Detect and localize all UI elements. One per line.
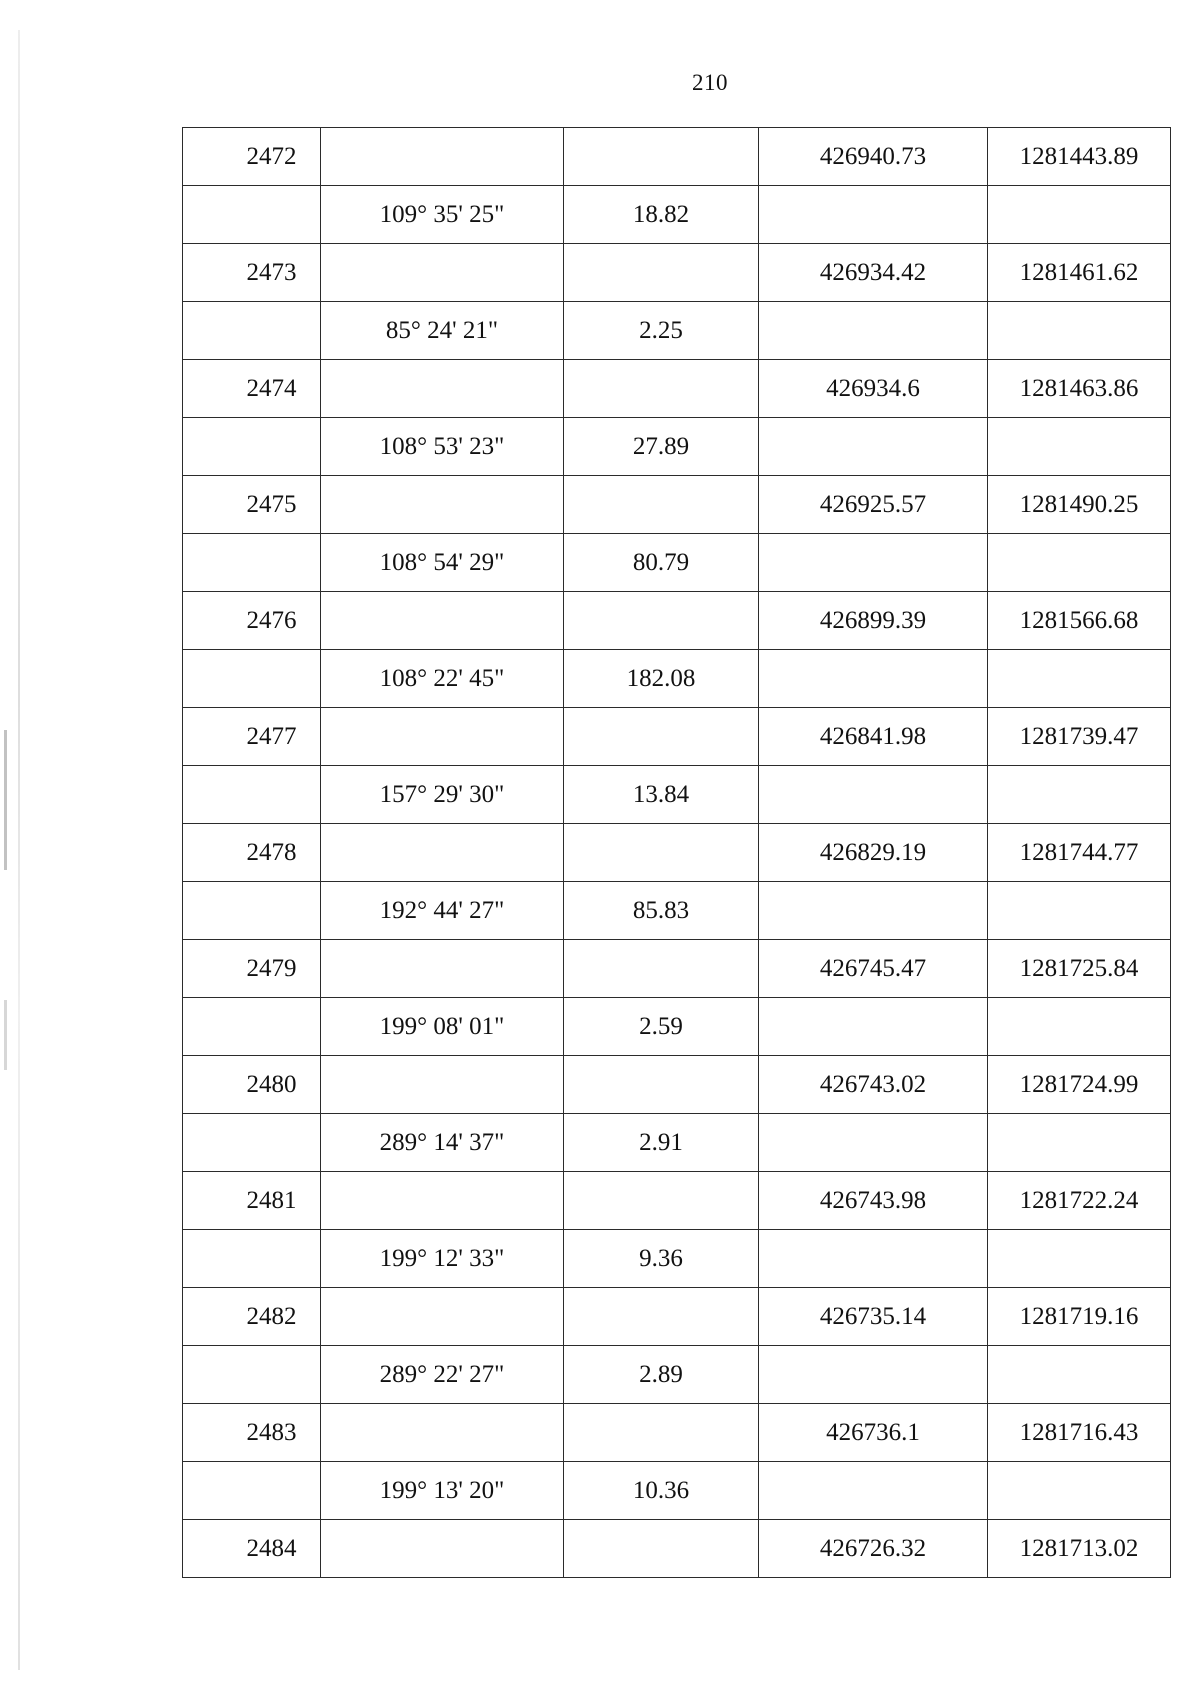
distance-cell: 2.59 bbox=[564, 998, 759, 1056]
northing-cell bbox=[759, 1114, 988, 1172]
northing-cell: 426934.6 bbox=[759, 360, 988, 418]
table-row bbox=[183, 592, 1171, 650]
station-cell: 2483 bbox=[183, 1404, 321, 1462]
distance-cell bbox=[564, 708, 759, 766]
northing-cell: 426899.39 bbox=[759, 592, 988, 650]
distance-cell: 10.36 bbox=[564, 1462, 759, 1520]
table-row bbox=[183, 998, 1171, 1056]
northing-cell bbox=[759, 882, 988, 940]
northing-cell bbox=[759, 1462, 988, 1520]
table-row bbox=[183, 1114, 1171, 1172]
table-row bbox=[183, 1230, 1171, 1288]
bearing-cell bbox=[321, 360, 564, 418]
table-row bbox=[183, 940, 1171, 998]
table-row bbox=[183, 244, 1171, 302]
northing-cell bbox=[759, 766, 988, 824]
table-row bbox=[183, 128, 1171, 186]
station-cell: 2476 bbox=[183, 592, 321, 650]
station-cell: 2473 bbox=[183, 244, 321, 302]
easting-cell: 1281713.02 bbox=[988, 1520, 1171, 1578]
bearing-cell bbox=[321, 824, 564, 882]
bearing-cell bbox=[321, 1520, 564, 1578]
table-row bbox=[183, 476, 1171, 534]
bearing-cell: 199° 08' 01" bbox=[321, 998, 564, 1056]
distance-cell: 18.82 bbox=[564, 186, 759, 244]
easting-cell bbox=[988, 534, 1171, 592]
easting-cell: 1281739.47 bbox=[988, 708, 1171, 766]
distance-cell: 27.89 bbox=[564, 418, 759, 476]
station-cell: 2477 bbox=[183, 708, 321, 766]
distance-cell: 80.79 bbox=[564, 534, 759, 592]
easting-cell bbox=[988, 882, 1171, 940]
easting-cell bbox=[988, 1462, 1171, 1520]
northing-cell: 426735.14 bbox=[759, 1288, 988, 1346]
distance-cell bbox=[564, 1404, 759, 1462]
table-row bbox=[183, 418, 1171, 476]
distance-cell: 85.83 bbox=[564, 882, 759, 940]
bearing-cell: 289° 22' 27" bbox=[321, 1346, 564, 1404]
station-cell bbox=[183, 1114, 321, 1172]
station-cell bbox=[183, 302, 321, 360]
station-cell: 2474 bbox=[183, 360, 321, 418]
station-cell bbox=[183, 650, 321, 708]
northing-cell bbox=[759, 1230, 988, 1288]
table-row bbox=[183, 1462, 1171, 1520]
station-cell: 2482 bbox=[183, 1288, 321, 1346]
bearing-cell: 199° 12' 33" bbox=[321, 1230, 564, 1288]
station-cell bbox=[183, 998, 321, 1056]
distance-cell: 9.36 bbox=[564, 1230, 759, 1288]
station-cell: 2480 bbox=[183, 1056, 321, 1114]
easting-cell bbox=[988, 418, 1171, 476]
bearing-cell: 109° 35' 25" bbox=[321, 186, 564, 244]
table-row bbox=[183, 186, 1171, 244]
bearing-cell: 192° 44' 27" bbox=[321, 882, 564, 940]
bearing-cell bbox=[321, 1404, 564, 1462]
bearing-cell: 289° 14' 37" bbox=[321, 1114, 564, 1172]
table-row bbox=[183, 1346, 1171, 1404]
northing-cell bbox=[759, 418, 988, 476]
northing-cell: 426743.98 bbox=[759, 1172, 988, 1230]
easting-cell: 1281725.84 bbox=[988, 940, 1171, 998]
bearing-cell bbox=[321, 476, 564, 534]
easting-cell: 1281724.99 bbox=[988, 1056, 1171, 1114]
easting-cell bbox=[988, 1114, 1171, 1172]
easting-cell bbox=[988, 766, 1171, 824]
distance-cell bbox=[564, 1288, 759, 1346]
northing-cell bbox=[759, 534, 988, 592]
station-cell bbox=[183, 1346, 321, 1404]
northing-cell: 426726.32 bbox=[759, 1520, 988, 1578]
distance-cell bbox=[564, 476, 759, 534]
easting-cell: 1281719.16 bbox=[988, 1288, 1171, 1346]
page-number: 210 bbox=[692, 70, 728, 95]
bearing-cell: 108° 22' 45" bbox=[321, 650, 564, 708]
table-row bbox=[183, 1520, 1171, 1578]
easting-cell bbox=[988, 186, 1171, 244]
easting-cell bbox=[988, 1230, 1171, 1288]
table-row bbox=[183, 650, 1171, 708]
station-cell bbox=[183, 1462, 321, 1520]
table-row bbox=[183, 882, 1171, 940]
bearing-cell bbox=[321, 128, 564, 186]
bearing-cell: 108° 53' 23" bbox=[321, 418, 564, 476]
station-cell bbox=[183, 882, 321, 940]
station-cell: 2475 bbox=[183, 476, 321, 534]
table-row bbox=[183, 824, 1171, 882]
northing-cell: 426829.19 bbox=[759, 824, 988, 882]
scan-edge-mark bbox=[4, 730, 7, 870]
station-cell bbox=[183, 418, 321, 476]
distance-cell bbox=[564, 1172, 759, 1230]
easting-cell: 1281461.62 bbox=[988, 244, 1171, 302]
bearing-cell bbox=[321, 244, 564, 302]
table-row bbox=[183, 708, 1171, 766]
station-cell bbox=[183, 534, 321, 592]
station-cell: 2472 bbox=[183, 128, 321, 186]
distance-cell bbox=[564, 940, 759, 998]
easting-cell: 1281463.86 bbox=[988, 360, 1171, 418]
table-row bbox=[183, 1172, 1171, 1230]
station-cell: 2484 bbox=[183, 1520, 321, 1578]
easting-cell bbox=[988, 998, 1171, 1056]
easting-cell bbox=[988, 302, 1171, 360]
easting-cell: 1281722.24 bbox=[988, 1172, 1171, 1230]
table-row bbox=[183, 1404, 1171, 1462]
northing-cell bbox=[759, 1346, 988, 1404]
northing-cell: 426736.1 bbox=[759, 1404, 988, 1462]
table-row bbox=[183, 534, 1171, 592]
easting-cell: 1281443.89 bbox=[988, 128, 1171, 186]
bearing-cell bbox=[321, 708, 564, 766]
northing-cell: 426743.02 bbox=[759, 1056, 988, 1114]
station-cell bbox=[183, 1230, 321, 1288]
table-row bbox=[183, 360, 1171, 418]
table-row bbox=[183, 1056, 1171, 1114]
bearing-cell bbox=[321, 1172, 564, 1230]
easting-cell bbox=[988, 650, 1171, 708]
easting-cell: 1281716.43 bbox=[988, 1404, 1171, 1462]
northing-cell: 426940.73 bbox=[759, 128, 988, 186]
bearing-cell bbox=[321, 1056, 564, 1114]
bearing-cell: 85° 24' 21" bbox=[321, 302, 564, 360]
northing-cell: 426934.42 bbox=[759, 244, 988, 302]
table-body bbox=[183, 128, 1171, 1578]
easting-cell: 1281490.25 bbox=[988, 476, 1171, 534]
northing-cell bbox=[759, 650, 988, 708]
bearing-cell: 108° 54' 29" bbox=[321, 534, 564, 592]
distance-cell bbox=[564, 244, 759, 302]
northing-cell bbox=[759, 186, 988, 244]
northing-cell: 426745.47 bbox=[759, 940, 988, 998]
distance-cell: 2.25 bbox=[564, 302, 759, 360]
coordinate-table bbox=[182, 127, 1171, 1578]
northing-cell bbox=[759, 998, 988, 1056]
scan-edge-mark bbox=[4, 1000, 7, 1070]
table-row bbox=[183, 302, 1171, 360]
scan-edge-line bbox=[18, 30, 20, 1670]
bearing-cell bbox=[321, 592, 564, 650]
table-row bbox=[183, 1288, 1171, 1346]
distance-cell bbox=[564, 1056, 759, 1114]
station-cell bbox=[183, 766, 321, 824]
bearing-cell bbox=[321, 940, 564, 998]
easting-cell bbox=[988, 1346, 1171, 1404]
table-row bbox=[183, 766, 1171, 824]
distance-cell bbox=[564, 824, 759, 882]
distance-cell: 2.91 bbox=[564, 1114, 759, 1172]
distance-cell bbox=[564, 1520, 759, 1578]
easting-cell: 1281566.68 bbox=[988, 592, 1171, 650]
northing-cell bbox=[759, 302, 988, 360]
bearing-cell: 157° 29' 30" bbox=[321, 766, 564, 824]
distance-cell bbox=[564, 360, 759, 418]
station-cell bbox=[183, 186, 321, 244]
northing-cell: 426841.98 bbox=[759, 708, 988, 766]
easting-cell: 1281744.77 bbox=[988, 824, 1171, 882]
distance-cell: 2.89 bbox=[564, 1346, 759, 1404]
bearing-cell bbox=[321, 1288, 564, 1346]
distance-cell bbox=[564, 592, 759, 650]
distance-cell bbox=[564, 128, 759, 186]
station-cell: 2478 bbox=[183, 824, 321, 882]
northing-cell: 426925.57 bbox=[759, 476, 988, 534]
distance-cell: 13.84 bbox=[564, 766, 759, 824]
bearing-cell: 199° 13' 20" bbox=[321, 1462, 564, 1520]
distance-cell: 182.08 bbox=[564, 650, 759, 708]
station-cell: 2479 bbox=[183, 940, 321, 998]
station-cell: 2481 bbox=[183, 1172, 321, 1230]
